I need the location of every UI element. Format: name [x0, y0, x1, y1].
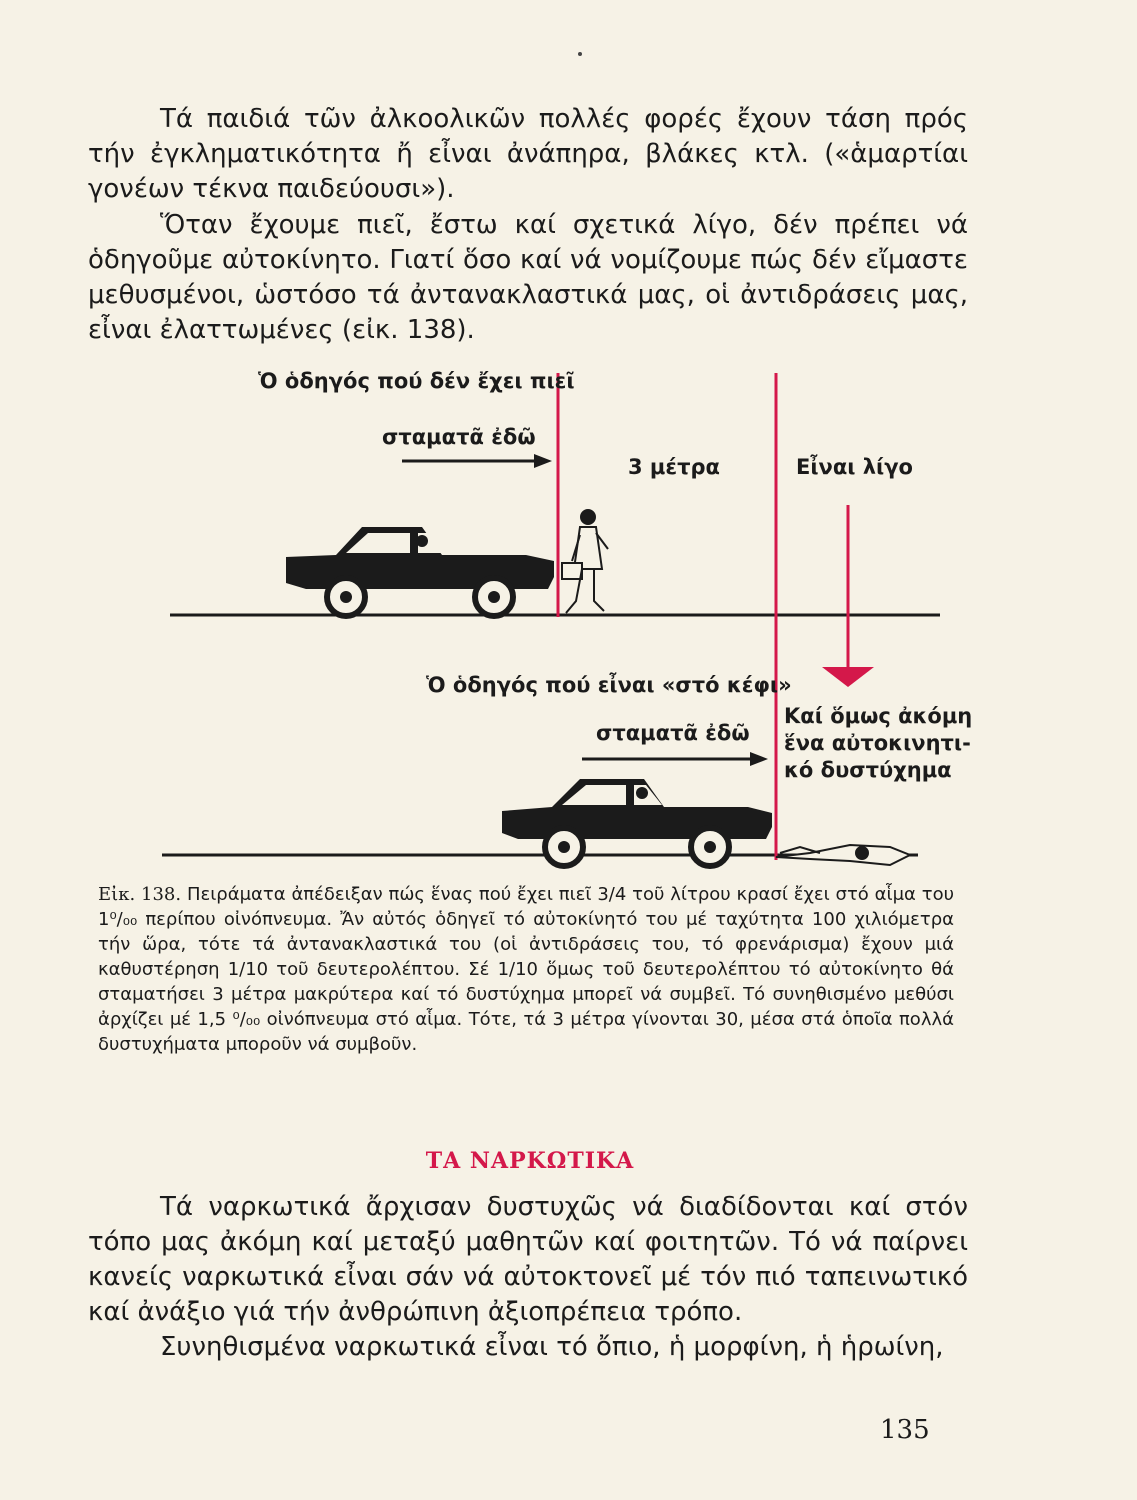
label-3-meters: 3 μέτρα: [628, 455, 720, 479]
label-drunk-driver: Ὁ ὁδηγός πού εἶναι «στό κέφι»: [426, 673, 792, 697]
paragraph-alcoholics-children: Τά παιδιά τῶν ἀλκοολικῶν πολλές φορές ἔχουν τάση πρός τήν ἐγκληματικότητα ἤ εἶναι ἀνάπηρα, βλάκες κτλ. («ἁμαρτίαι γονέων τέκνα παιδεύουσι»).: [88, 104, 968, 204]
speck: [578, 52, 582, 56]
car-sober: [286, 527, 554, 616]
label-accident: [784, 703, 972, 784]
label-accident-line2: ἕνα αὐτοκινητι-: [784, 731, 971, 755]
caption-text: Πειράματα ἀπέδειξαν πώς ἕνας πού ἔχει πιεῖ 3/4 τοῦ λίτρου κρασί ἔχει στό αἷμα του 1⁰/₀₀ περίπου οἰνόπνευμα. Ἄν αὐτός ὁδηγεῖ τό αὐτοκίνητό του μέ ταχύτητα 100 χιλιόμετρα τήν ὥρα, τότε τά ἀντανακλαστικά του (οἱ ἀντιδράσεις του, τό φρενάρισμα) ἔχουν μιά καθυστέρηση 1/10 τοῦ δευτερολέπτου. Σέ 1/10 ὅμως τοῦ δευτερολέπτου τό αὐτοκίνητο θά σταματήσει 3 μέτρα μακρύτερα καί τό δυστύχημα μπορεῖ νά συμβεῖ. Τό συνηθισμένο μεθύσι ἀρχίζει μέ 1,5 ⁰/₀₀ οἰνόπνευμα στό αἷμα. Τότε, τά 3 μέτρα γίνονται 30, μέσα στά ὁποῖα πολλά δυστυχήματα μποροῦν νά συμβοῦν.: [98, 884, 954, 1055]
paragraph-drinking-driving: Ὅταν ἔχουμε πιεῖ, ἔστω καί σχετικά λίγο, δέν πρέπει νά ὁδηγοῦμε αὐτοκίνητο. Γιατί ὅσο καί νά νομίζουμε πώς δέν εἴμαστε μεθυσμένοι, ὡστόσο τά ἀντανακλαστικά μας, οἱ ἀντιδράσεις μας, εἶναι ἐλαττωμένες (εἰκ. 138).: [88, 210, 968, 345]
label-accident-line3: κό δυστύχημα: [784, 758, 952, 782]
section-heading: ΤΑ ΝΑΡΚΩΤΙΚΑ: [425, 1148, 635, 1174]
fallen-person: [776, 845, 910, 865]
label-sober-driver: Ὁ ὁδηγός πού δέν ἔχει πιεῖ: [258, 369, 575, 393]
arrow-head-1: [534, 454, 552, 468]
little-arrow-head: [822, 667, 874, 687]
paragraph-common-narcotics: Συνηθισμένα ναρκωτικά εἶναι τό ὄπιο, ἡ μορφίνη, ἡ ἡρωίνη,: [160, 1332, 944, 1362]
page-number: 135: [880, 1415, 930, 1445]
arrow-head-2: [750, 752, 768, 766]
caption-number: Εἰκ. 138.: [98, 884, 182, 905]
figure-caption: [98, 882, 954, 1057]
figure-drawing: [150, 365, 973, 875]
paragraph-narcotics: Τά ναρκωτικά ἄρχισαν δυστυχῶς νά διαδίδονται καί στόν τόπο μας ἀκόμη καί μεταξύ μαθητῶν καί φοιτητῶν. Τό νά παίρνει κανείς ναρκωτικά εἶναι σάν νά αὐτοκτονεῖ μέ τόν πιό ταπεινωτικό καί ἀνάξιο γιά τήν ἀνθρώπινη ἀξιοπρέπεια τρόπο.: [88, 1192, 968, 1327]
pedestrian: [562, 510, 608, 613]
label-stops-here-2: σταματᾶ ἐδῶ: [596, 721, 750, 745]
car-drunk: [502, 779, 772, 866]
label-it-is-little: Εἶναι λίγο: [796, 455, 913, 479]
label-stops-here-1: σταματᾶ ἐδῶ: [382, 425, 536, 449]
label-accident-line1: Καί ὅμως ἀκόμη: [784, 704, 973, 728]
figure-138: [150, 365, 973, 875]
